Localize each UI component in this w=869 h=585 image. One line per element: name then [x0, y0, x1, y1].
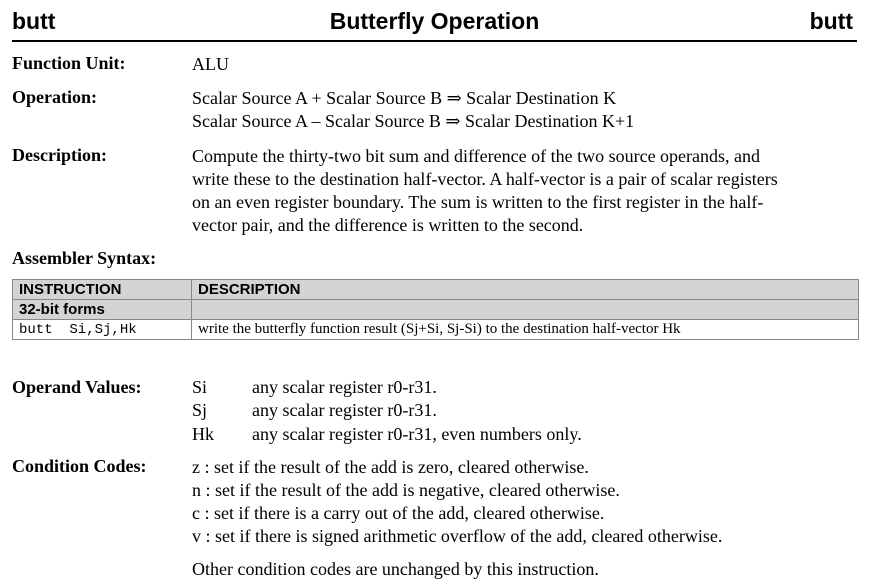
- header-rule: [12, 40, 857, 42]
- operation-text: [192, 87, 634, 133]
- operation-label: Operation:: [12, 87, 97, 107]
- assembler-syntax-label: Assembler Syntax:: [12, 248, 157, 268]
- condition-code-line: z : set if the result of the add is zero, cleared otherwise.: [192, 457, 589, 477]
- description-line: on an even register boundary. The sum is written to the first register in the half-: [192, 192, 764, 212]
- assembler-syntax-table: [12, 279, 859, 340]
- operation-line: Scalar Source A + Scalar Source B ⇒ Scalar Destination K: [192, 88, 617, 108]
- function-unit-value: ALU: [192, 54, 229, 74]
- description-text: [192, 145, 778, 237]
- operand-description: any scalar register r0-r31, even numbers only.: [252, 424, 582, 444]
- column-header-instruction: INSTRUCTION: [13, 280, 192, 300]
- column-header-description: DESCRIPTION: [192, 280, 859, 300]
- description-line: Compute the thirty-two bit sum and difference of the two source operands, and: [192, 146, 761, 166]
- table-header-row: [13, 280, 859, 300]
- table-row: [13, 320, 859, 340]
- operand-name: Si: [192, 377, 208, 397]
- operand-values-label: Operand Values:: [12, 377, 142, 397]
- condition-code-line: v : set if there is signed arithmetic overflow of the add, cleared otherwise.: [192, 526, 723, 546]
- condition-codes-list: [192, 456, 722, 548]
- section-empty-cell: [192, 300, 859, 320]
- table-section-row: [13, 300, 859, 320]
- header-mnemonic-left: butt: [12, 8, 56, 34]
- operand-name: Sj: [192, 400, 208, 420]
- header-mnemonic-right: butt: [809, 8, 853, 34]
- description-line: write these to the destination half-vector. A half-vector is a pair of scalar registers: [192, 169, 778, 189]
- condition-codes-note: Other condition codes are unchanged by this instruction.: [192, 559, 599, 579]
- page-header: [0, 6, 869, 36]
- operation-line: Scalar Source A – Scalar Source B ⇒ Scalar Destination K+1: [192, 111, 635, 131]
- operand-description: any scalar register r0-r31.: [252, 400, 437, 420]
- function-unit-label: Function Unit:: [12, 53, 126, 73]
- section-label: 32-bit forms: [13, 300, 192, 320]
- condition-codes-label: Condition Codes:: [12, 456, 147, 476]
- instruction-description-cell: write the butterfly function result (Sj+Si, Sj-Si) to the destination half-vector Hk: [192, 320, 859, 340]
- operand-description: any scalar register r0-r31.: [252, 377, 437, 397]
- condition-code-line: c : set if there is a carry out of the add, cleared otherwise.: [192, 503, 605, 523]
- page-title: Butterfly Operation: [329, 8, 540, 34]
- operand-name: Hk: [192, 424, 214, 444]
- description-line: vector pair, and the difference is written to the second.: [192, 215, 584, 235]
- description-label: Description:: [12, 145, 107, 165]
- condition-code-line: n : set if the result of the add is negative, cleared otherwise.: [192, 480, 620, 500]
- instruction-cell: butt Si,Sj,Hk: [13, 320, 192, 340]
